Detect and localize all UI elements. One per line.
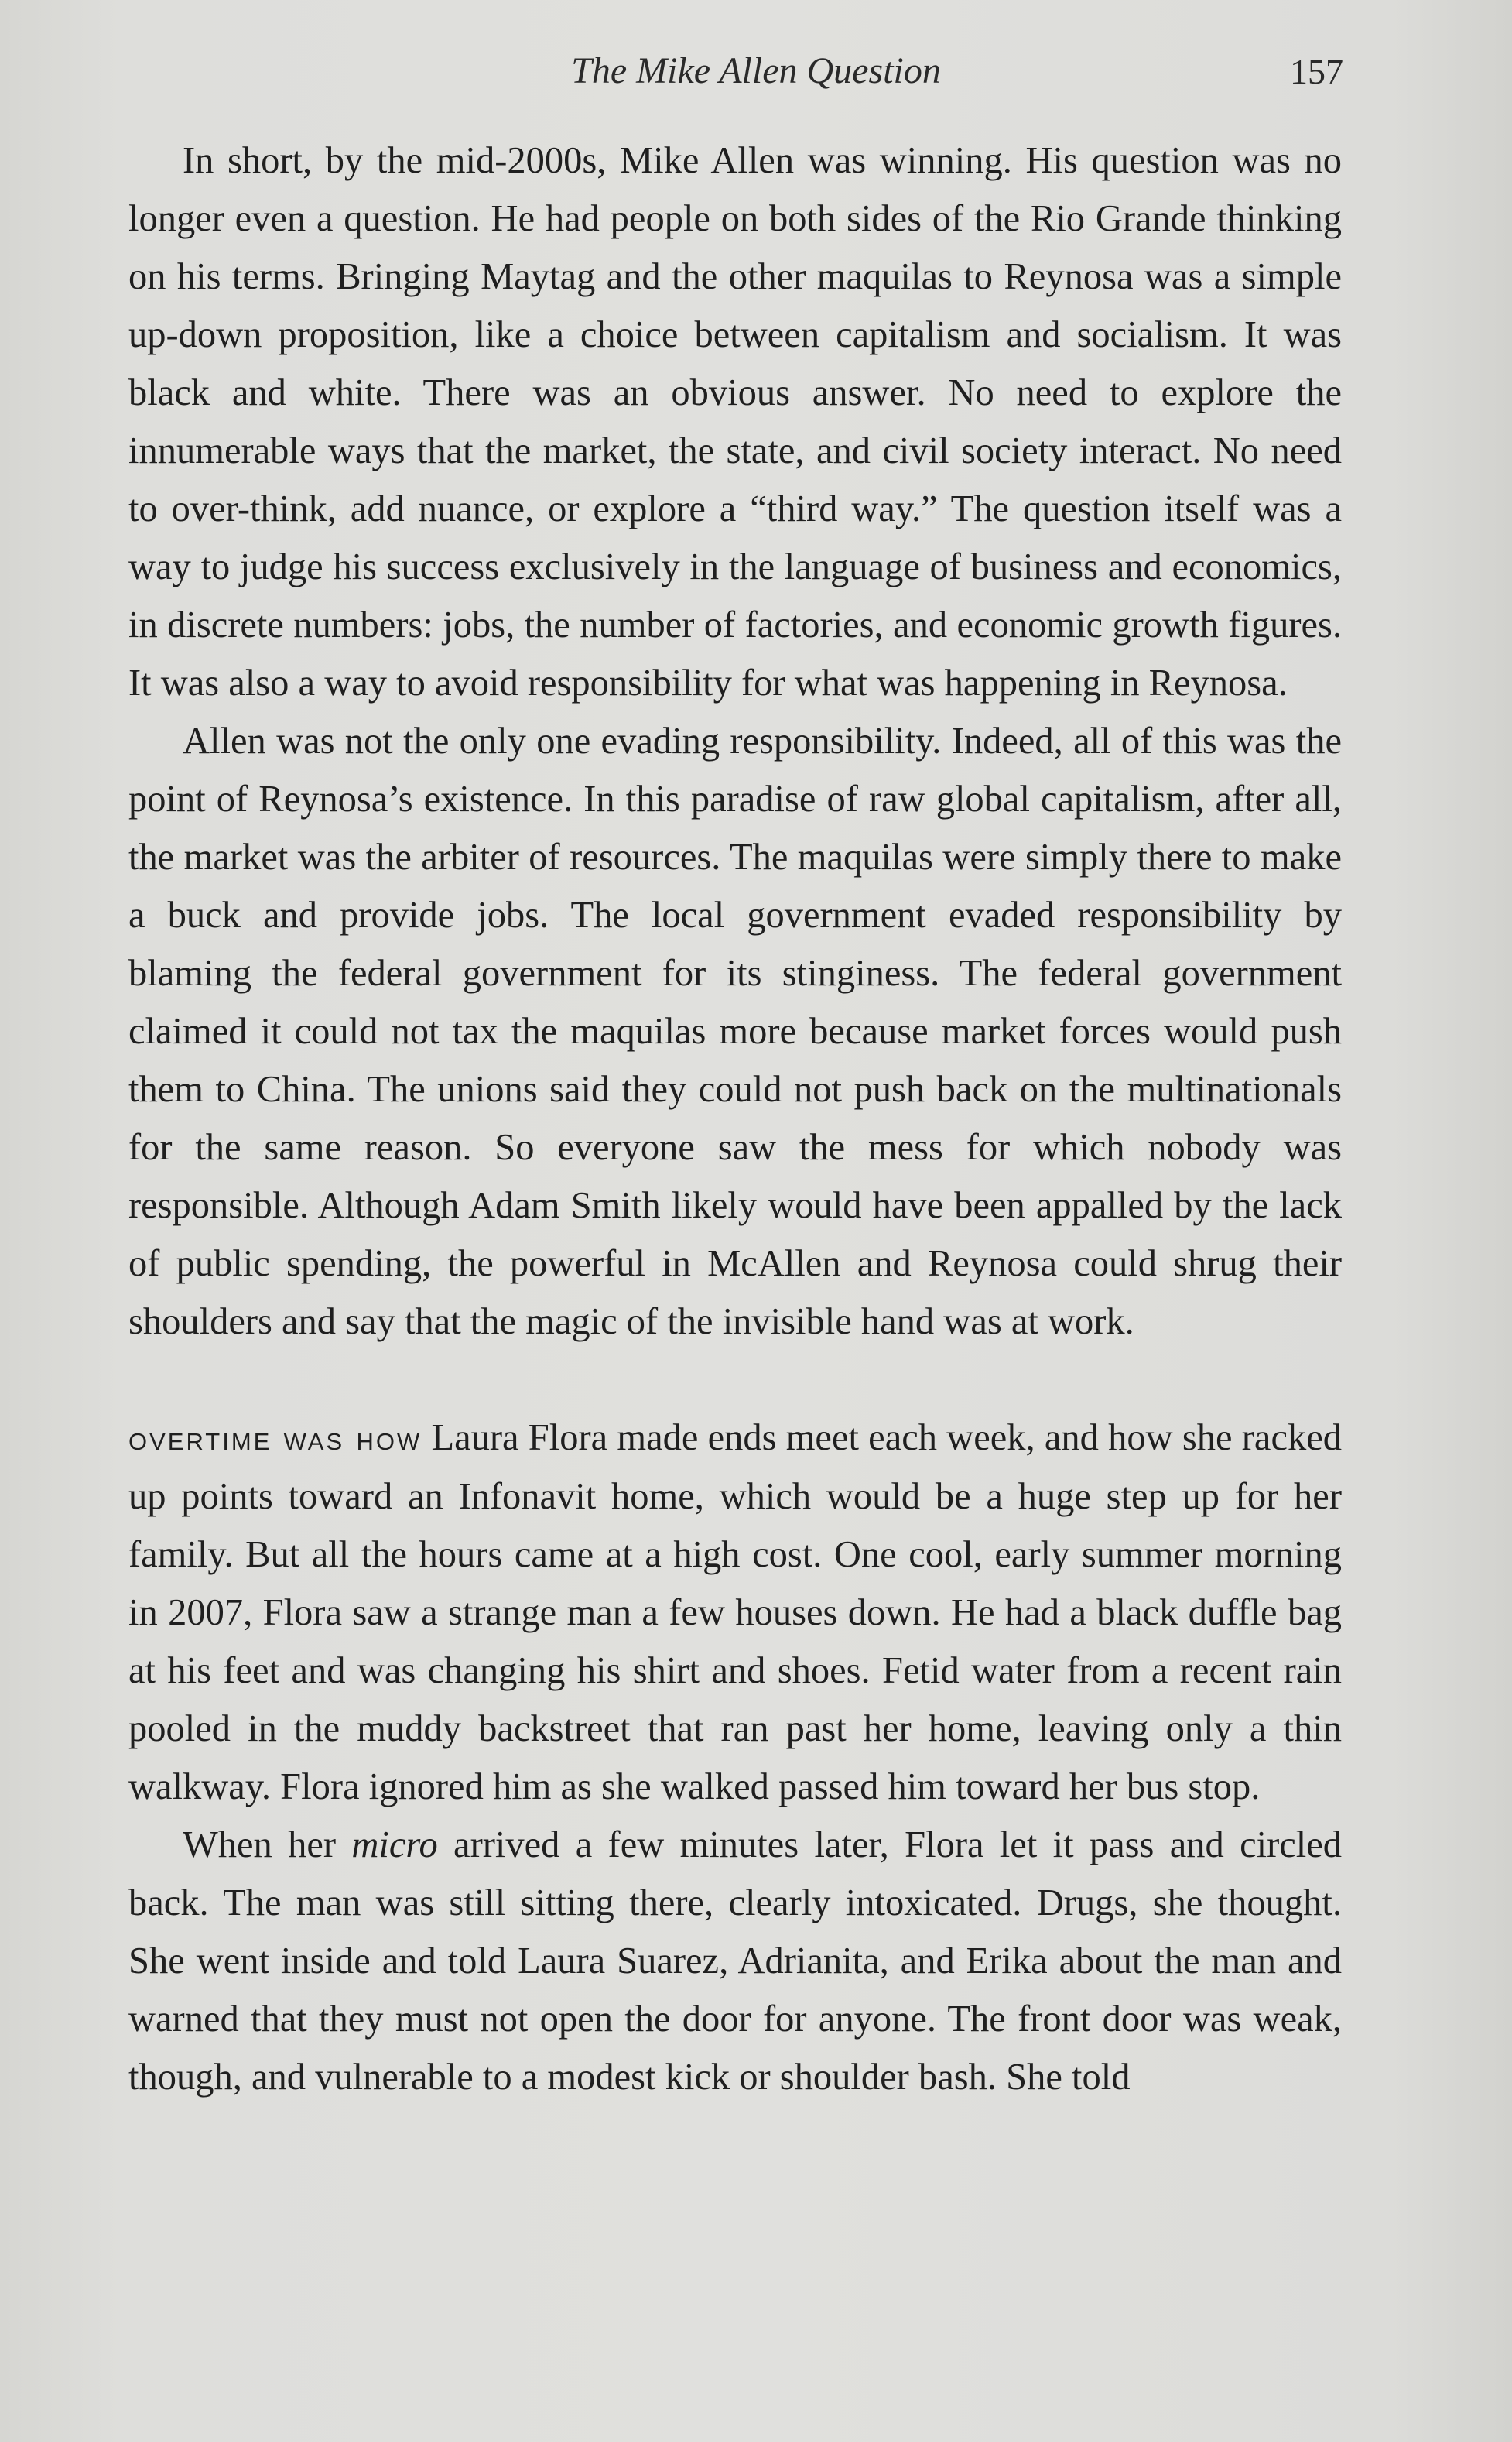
paragraph-text: When her <box>183 1824 352 1865</box>
running-head <box>0 50 1512 96</box>
paragraph: In short, by the mid-2000s, Mike Allen was winning. His question was no longer even a question. He had people on both sides of the Rio Grande thinking on his terms. Bringing Maytag and the other maquilas to Reynosa was a simple up-down proposition, like a choice between capitalism and socialism. It was black and white. There was an obvious answer. No need to explore the innumerable ways that the market, the state, and civil society interact. No need to over-think, add nuance, or explore a “third way.” The question itself was a way to judge his success exclusively in the language of business and economics, in discrete numbers: jobs, the number of factories, and economic growth figures. It was also a way to avoid responsibility for what was happening in Reynosa. <box>128 140 1342 704</box>
running-title: The Mike Allen Question <box>571 50 941 91</box>
body-text <box>128 132 1342 2106</box>
paragraph <box>128 1816 1342 2106</box>
page-number: 157 <box>1290 52 1343 91</box>
section-lead-in: overtime was how <box>128 1420 422 1457</box>
paragraph: Allen was not the only one evading responsibility. Indeed, all of this was the point of Reynosa’s existence. In this paradise of raw global capitalism, after all, the market was the arbiter of resources. The maquilas were simply there to make a buck and provide jobs. The local government evaded responsibility by blaming the federal government for its stinginess. The federal government claimed it could not tax the maquilas more because market forces would push them to China. The unions said they could not push back on the multinationals for the same reason. So everyone saw the mess for which nobody was responsible. Although Adam Smith likely would have been appalled by the lack of public spending, the powerful in McAllen and Reynosa could shrug their shoulders and say that the magic of the invisible hand was at work. <box>128 721 1342 1342</box>
italic-term: micro <box>351 1824 438 1865</box>
section-opening-paragraph <box>128 1409 1342 1816</box>
paragraph-text: arrived a few minutes later, Flora let it pass and circled back. The man was still sitting there, clearly intoxicated. Drugs, she thought. She went inside and told Laura Suarez, Adrianita, and Erika about the man and warned that they must not open the door for anyone. The front door was weak, though, and vulnerable to a modest kick or shoulder bash. She told <box>128 1824 1342 2098</box>
paragraph-text: Laura Flora made ends meet each week, and how she racked up points toward an Infonavit home, which would be a huge step up for her family. But all the hours came at a high cost. One cool, early summer morning in 2007, Flora saw a strange man a few houses down. He had a black duffle bag at his feet and was changing his shirt and shoes. Fetid water from a recent rain pooled in the muddy backstreet that ran past her home, leaving only a thin walkway. Flora ignored him as she walked passed him toward her bus stop. <box>128 1417 1343 1807</box>
